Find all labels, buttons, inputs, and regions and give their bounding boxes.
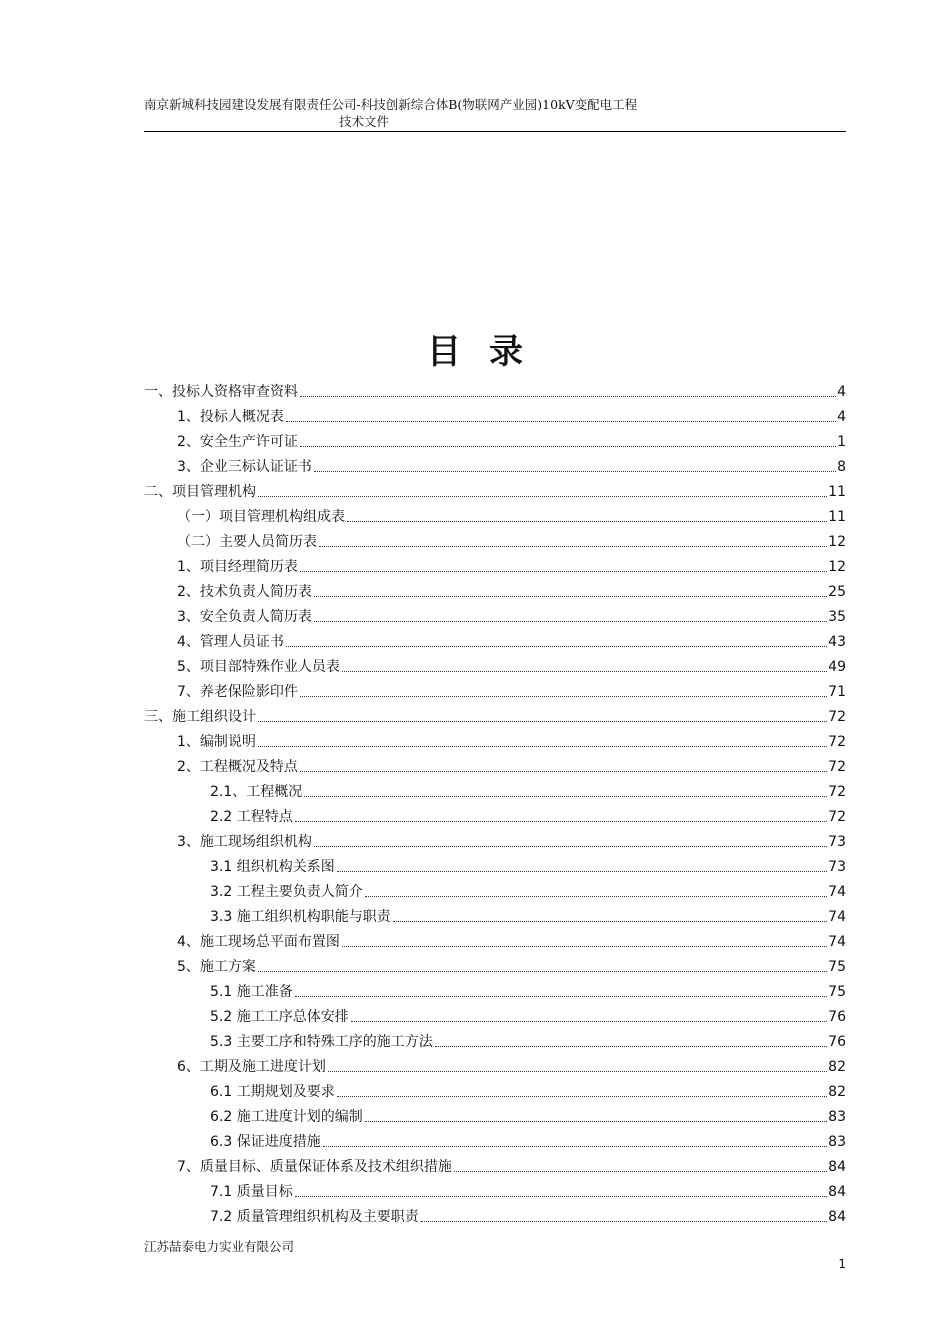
toc-entry-page: 82 [828,1059,846,1075]
toc-leader-dots [393,920,827,922]
toc-leader-dots [337,870,827,872]
toc-entry-page: 74 [828,884,846,900]
toc-entry-page: 72 [828,759,846,775]
toc-entry-page: 43 [828,634,846,650]
toc-entry[interactable] [144,651,846,676]
toc-leader-dots [328,1070,827,1072]
toc-entry[interactable] [144,626,846,651]
toc-entry-label: 3、安全负责人简历表 [177,609,312,625]
toc-entry[interactable] [144,1026,846,1051]
toc-entry-page: 73 [828,834,846,850]
toc-entry-page: 11 [828,509,846,525]
toc-leader-dots [314,595,827,597]
toc-leader-dots [258,495,827,497]
toc-entry-label: （二）主要人员简历表 [177,534,317,550]
toc-leader-dots [323,1145,827,1147]
toc-entry[interactable] [144,551,846,576]
toc-leader-dots [454,1170,827,1172]
toc-leader-dots [435,1045,827,1047]
toc-entry-label: （一）项目管理机构组成表 [177,509,345,525]
toc-entry[interactable] [144,751,846,776]
toc-entry[interactable] [144,776,846,801]
toc-entry-page: 84 [828,1184,846,1200]
toc-entry[interactable] [144,901,846,926]
toc-entry-label: 4、施工现场总平面布置图 [177,934,340,950]
toc-entry-label: 5、施工方案 [177,959,256,975]
toc-entry-label: 2、技术负责人简历表 [177,584,312,600]
toc-entry-page: 75 [828,959,846,975]
toc-entry-label: 二、项目管理机构 [144,484,256,500]
toc-title: 目录 [427,332,551,372]
toc-entry[interactable] [144,601,846,626]
toc-entry-label: 2、安全生产许可证 [177,434,298,450]
toc-entry[interactable] [144,1126,846,1151]
toc-entry-label: 5.2 施工工序总体安排 [210,1009,349,1025]
toc-entry-label: 一、投标人资格审查资料 [144,384,298,400]
toc-entry-page: 74 [828,934,846,950]
toc-entry[interactable] [144,476,846,501]
toc-leader-dots [365,895,827,897]
toc-entry-label: 三、施工组织设计 [144,709,256,725]
toc-leader-dots [421,1220,827,1222]
toc-entry-page: 4 [837,409,846,425]
toc-entry[interactable] [144,451,846,476]
toc-entry-label: 7、养老保险影印件 [177,684,298,700]
toc-entry-page: 75 [828,984,846,1000]
toc-leader-dots [319,545,827,547]
toc-entry[interactable] [144,501,846,526]
toc-entry-label: 5.3 主要工序和特殊工序的施工方法 [210,1034,433,1050]
toc-entry-label: 6.1 工期规划及要求 [210,1084,335,1100]
toc-entry-label: 7、质量目标、质量保证体系及技术组织措施 [177,1159,452,1175]
toc-entry-label: 1、编制说明 [177,734,256,750]
toc-entry-page: 49 [828,659,846,675]
toc-entry[interactable] [144,701,846,726]
toc-leader-dots [286,420,836,422]
toc-entry-page: 76 [828,1034,846,1050]
toc-entry[interactable] [144,1201,846,1226]
toc-entry[interactable] [144,1176,846,1201]
header-project-title: 南京新城科技园建设发展有限责任公司-科技创新综合体B(物联网产业园)10kV变配电工程 [144,97,638,112]
toc-entry-label: 3.3 施工组织机构职能与职责 [210,909,391,925]
header-document-type: 技术文件 [339,114,390,129]
toc-leader-dots [295,995,827,997]
toc-entry-label: 3.1 组织机构关系图 [210,859,335,875]
toc-entry-page: 72 [828,809,846,825]
toc-entry-page: 73 [828,859,846,875]
toc-entry-label: 1、项目经理简历表 [177,559,298,575]
toc-entry[interactable] [144,951,846,976]
toc-entry[interactable] [144,1051,846,1076]
toc-entry-page: 83 [828,1109,846,1125]
toc-leader-dots [347,520,827,522]
toc-entry-label: 6.2 施工进度计划的编制 [210,1109,363,1125]
toc-entry-label: 3.2 工程主要负责人简介 [210,884,363,900]
footer-page-number: 1 [838,1257,846,1271]
toc-leader-dots [295,820,827,822]
table-of-contents [144,376,846,1226]
toc-entry-page: 82 [828,1084,846,1100]
page-header [144,96,846,132]
toc-entry-page: 1 [837,434,846,450]
toc-entry-page: 74 [828,909,846,925]
toc-entry[interactable] [144,1076,846,1101]
toc-leader-dots [258,745,827,747]
toc-leader-dots [258,970,827,972]
toc-entry[interactable] [144,576,846,601]
toc-leader-dots [314,620,827,622]
toc-entry-label: 1、投标人概况表 [177,409,284,425]
toc-entry-page: 8 [837,459,846,475]
toc-leader-dots [314,845,827,847]
toc-entry-page: 25 [828,584,846,600]
toc-entry-page: 84 [828,1209,846,1225]
toc-leader-dots [351,1020,827,1022]
toc-entry-page: 76 [828,1009,846,1025]
toc-leader-dots [300,445,836,447]
toc-leader-dots [300,570,827,572]
toc-entry-page: 11 [828,484,846,500]
toc-entry[interactable] [144,1151,846,1176]
toc-leader-dots [258,720,827,722]
toc-entry-label: 2.1、工程概况 [210,784,303,800]
toc-leader-dots [342,945,827,947]
toc-entry[interactable] [144,826,846,851]
toc-leader-dots [304,795,827,797]
toc-entry-page: 84 [828,1159,846,1175]
toc-entry[interactable] [144,526,846,551]
toc-entry-page: 12 [828,559,846,575]
toc-entry-label: 3、企业三标认证证书 [177,459,312,475]
toc-leader-dots [295,1195,827,1197]
toc-entry-page: 71 [828,684,846,700]
toc-leader-dots [300,695,827,697]
toc-entry-page: 72 [828,709,846,725]
footer-company: 江苏喆泰电力实业有限公司 [144,1239,295,1254]
toc-leader-dots [314,470,836,472]
toc-entry-page: 35 [828,609,846,625]
toc-entry-page: 4 [837,384,846,400]
toc-entry-label: 6、工期及施工进度计划 [177,1059,326,1075]
toc-entry[interactable] [144,376,846,401]
toc-entry-label: 7.2 质量管理组织机构及主要职责 [210,1209,419,1225]
toc-entry[interactable] [144,676,846,701]
toc-entry-page: 83 [828,1134,846,1150]
toc-entry-label: 4、管理人员证书 [177,634,284,650]
toc-entry-label: 5、项目部特殊作业人员表 [177,659,340,675]
toc-entry[interactable] [144,876,846,901]
toc-leader-dots [300,770,827,772]
toc-entry[interactable] [144,851,846,876]
toc-entry-label: 7.1 质量目标 [210,1184,293,1200]
toc-entry[interactable] [144,1001,846,1026]
toc-entry[interactable] [144,426,846,451]
toc-entry[interactable] [144,1101,846,1126]
toc-entry-label: 2.2 工程特点 [210,809,293,825]
toc-entry-page: 72 [828,734,846,750]
toc-entry-page: 72 [828,784,846,800]
toc-entry[interactable] [144,801,846,826]
toc-leader-dots [342,670,827,672]
toc-entry[interactable] [144,926,846,951]
toc-entry-label: 5.1 施工准备 [210,984,293,1000]
toc-entry-label: 6.3 保证进度措施 [210,1134,321,1150]
toc-leader-dots [300,395,836,397]
toc-leader-dots [337,1095,827,1097]
toc-leader-dots [286,645,827,647]
toc-entry[interactable] [144,726,846,751]
toc-entry[interactable] [144,976,846,1001]
toc-entry-page: 12 [828,534,846,550]
toc-entry[interactable] [144,401,846,426]
toc-entry-label: 2、工程概况及特点 [177,759,298,775]
toc-entry-label: 3、施工现场组织机构 [177,834,312,850]
toc-leader-dots [365,1120,827,1122]
